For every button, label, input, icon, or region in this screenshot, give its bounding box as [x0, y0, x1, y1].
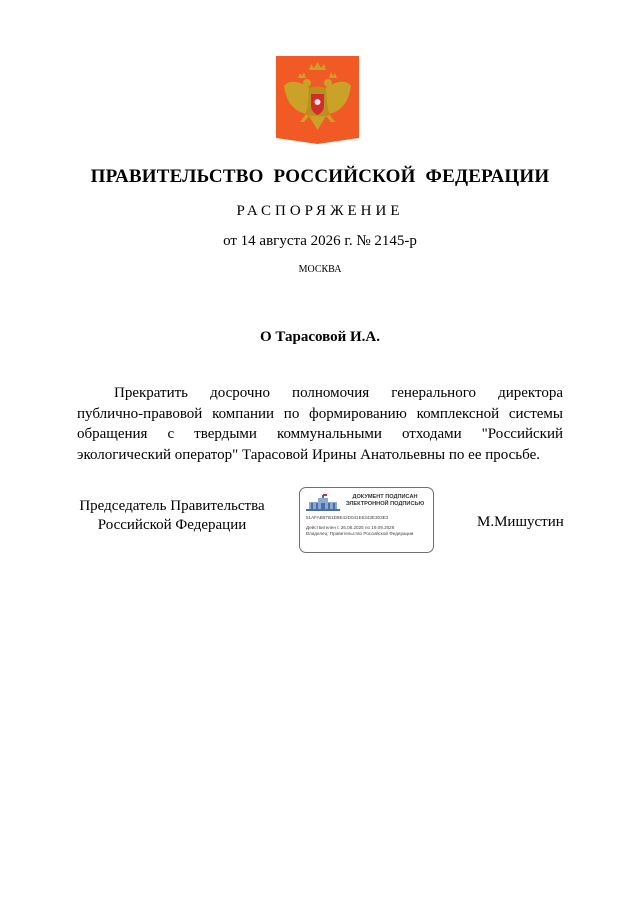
government-title: ПРАВИТЕЛЬСТВО РОССИЙСКОЙ ФЕДЕРАЦИИ — [90, 166, 550, 187]
signer-position — [72, 497, 272, 535]
signer-position-line: Российской Федерации — [97, 517, 247, 533]
document-body — [77, 383, 563, 465]
document-date-number: от 14 августа 2026 г. № 2145-р — [223, 233, 417, 249]
document-city: МОСКВА — [298, 264, 342, 275]
e-signature-owner: Владелец: Правительство Российской Федерации — [306, 531, 414, 536]
body-line: обращения с твердыми коммунальными отходами "Российский — [77, 426, 563, 442]
e-signature-heading-line: ЭЛЕКТРОННОЙ ПОДПИСЬЮ — [345, 501, 425, 507]
coat-of-arms-icon — [276, 56, 359, 144]
document-subject: О Тарасовой И.А. — [259, 329, 381, 345]
body-line: Прекратить досрочно полномочия генерального директора — [114, 385, 563, 401]
government-building-icon — [306, 494, 340, 511]
e-signature-heading — [340, 494, 430, 508]
body-line: публично-правовой компании по формированию комплексной системы — [77, 405, 563, 422]
e-signature-validity: Действителен с 26.08.2025 по 19.09.2026 — [306, 525, 395, 530]
signer-name: М.Мишустин — [477, 514, 564, 530]
e-signature-heading-line: ДОКУМЕНТ ПОДПИСАН — [352, 494, 418, 500]
body-line: экологический оператор" Тарасовой Ирины Анатольевны по ее просьбе. — [77, 446, 540, 463]
signer-position-line: Председатель Правительства — [79, 498, 265, 514]
e-signature-serial: 51AFAB87B1D9E42D041E5343E303E3 — [306, 515, 389, 520]
electronic-signature-stamp — [299, 487, 434, 553]
document-type: РАСПОРЯЖЕНИЕ — [236, 203, 404, 219]
